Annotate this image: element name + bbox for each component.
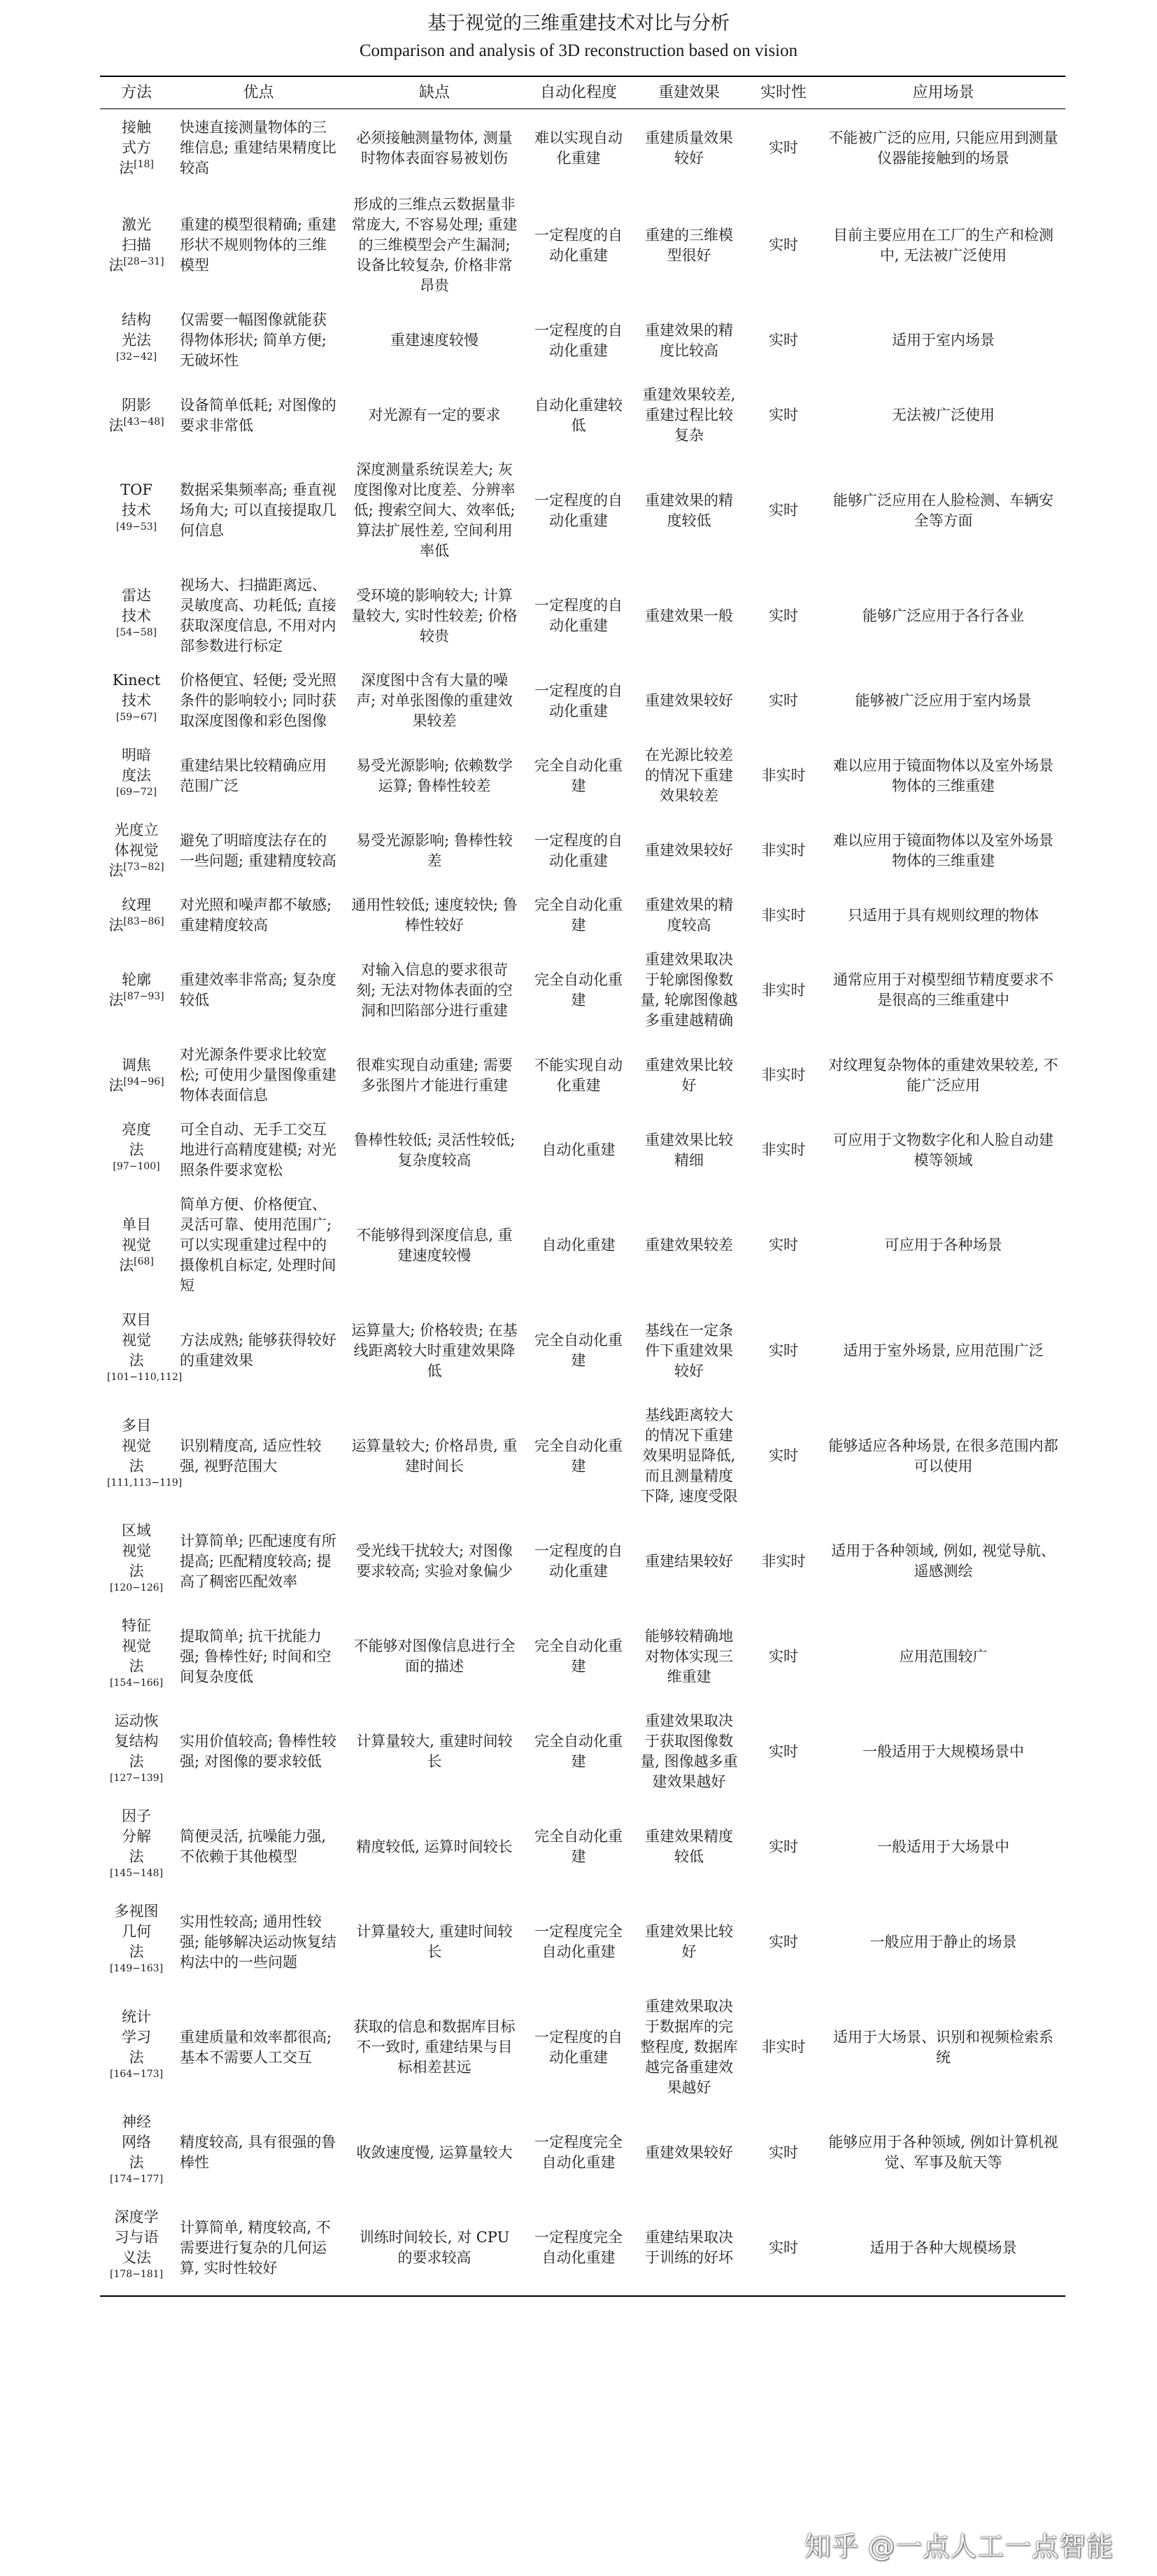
pros-cell: 价格便宜、轻便; 受光照条件的影响较小; 同时获取深度图像和彩色图像 [180,672,336,729]
realtime-cell: 实时 [746,2200,821,2296]
realtime-cell: 实时 [769,139,798,157]
method-name: 阴影 法 [108,396,151,434]
method-name: TOF 技术 [120,481,152,519]
table-title-chinese: 基于视觉的三维重建技术对比与分析 [427,13,730,34]
method-name: 调焦 法 [108,1056,151,1094]
method-cell [100,1894,173,1990]
method-cell [100,943,173,1038]
method-cell [100,1303,183,1398]
pros-cell: 设备简单低耗; 对图像的要求非常低 [180,396,336,434]
method-reference: [32−42] [115,351,157,363]
scene-cell: 可应用于各种场景 [884,1237,1002,1253]
cons-cell: 计算量较大, 重建时间较长 [356,1733,513,1770]
method-name: 深度学 习与语 义法 [114,2209,159,2266]
table-row [100,1799,1065,1894]
cons-cell: 对输入信息的要求很苛刻; 无法对物体表面的空洞和凹陷部分进行重建 [356,961,513,1019]
header-scene: 应用场景 [821,76,1065,108]
method-name: 双目 视觉 法 [122,1311,151,1369]
cons-cell: 不能够得到深度信息, 重建速度较慢 [356,1226,513,1264]
table-row [100,813,1065,888]
method-reference: [94−96] [123,1076,164,1088]
method-name: 特征 视觉 法 [122,1617,151,1675]
method-reference: [73−82] [123,861,164,873]
automation-cell: 完全自动化重建 [534,1437,623,1474]
scene-cell: 应用范围较广 [899,1647,988,1665]
automation-cell: 一定程度完全自动化重建 [525,2200,632,2296]
automation-cell: 自动化重建较低 [534,396,623,434]
realtime-cell: 实时 [769,1447,798,1464]
scene-cell: 一般应用于静止的场景 [869,1933,1017,1950]
automation-cell: 完全自动化重建 [534,971,623,1008]
effect-cell: 重建效果较差 [645,1237,733,1253]
cons-cell: 训练时间较长, 对 CPU 的要求较高 [344,2200,525,2296]
method-name: 单目 视觉 法 [119,1216,151,1274]
automation-cell: 自动化重建 [541,1141,616,1158]
effect-cell: 重建质量效果较好 [645,129,733,167]
automation-cell: 一定程度的自动化重建 [534,226,623,264]
pros-cell: 提取简单; 抗干扰能力强; 鲁棒性好; 时间和空间复杂度低 [180,1627,332,1685]
method-reference: [154−166] [109,1677,164,1689]
watermark: 知乎 @一点人工一点智能 [804,2531,1114,2562]
cons-cell: 深度图中含有大量的噪声; 对单张图像的重建效果较差 [356,672,513,729]
effect-cell: 重建效果较好 [645,842,733,859]
pros-cell: 可全自动、无手工交互地进行高精度建模; 对光照条件要求宽松 [180,1121,336,1178]
cons-cell: 对光源有一定的要求 [368,407,501,423]
pros-cell: 重建质量和效率都很高; 基本不需要人工交互 [180,2028,332,2066]
cons-cell: 必须接触测量物体, 测量时物体表面容易被划伤 [356,129,513,167]
method-name: 统计 学习 法 [122,2008,151,2066]
method-cell [100,1514,173,1609]
cons-cell: 不能够对图像信息进行全面的描述 [353,1638,516,1675]
method-name: 多视图 几何 法 [114,1903,159,1960]
automation-cell: 完全自动化重建 [534,896,623,934]
realtime-cell: 实时 [769,2144,798,2161]
effect-cell: 在光源比较差的情况下重建效果较差 [645,747,733,804]
scene-cell: 只适用于具有规则纹理的物体 [848,906,1039,924]
effect-cell: 重建效果的精度较低 [645,491,733,529]
table-row [100,738,1065,813]
realtime-cell: 非实时 [761,1141,806,1158]
realtime-cell: 实时 [769,1342,798,1359]
automation-cell: 一定程度的自动化重建 [534,491,623,529]
method-name: 因子 分解 法 [122,1808,151,1865]
method-reference: [83−86] [123,916,164,927]
cons-cell: 很难实现自动重建; 需要多张图片才能进行重建 [356,1056,513,1094]
effect-cell: 基线距离较大的情况下重建效果明显降低, 而且测量精度下降, 速度受限 [640,1407,738,1505]
method-cell [100,188,173,303]
header-cons: 缺点 [344,76,525,108]
method-name: 运动恢 复结构 法 [114,1712,159,1770]
pros-cell: 对光照和噪声都不敏感; 重建精度较高 [180,896,332,934]
scene-cell: 能够广泛应用在人脸检测、车辆安全等方面 [833,491,1053,529]
effect-cell: 能够较精确地对物体实现三维重建 [645,1627,733,1685]
table-row [100,378,1065,453]
table-row [100,1113,1065,1188]
scene-cell: 不能被广泛的应用, 只能应用到测量仪器能接触到的场景 [828,129,1058,167]
cons-cell: 易受光源影响; 鲁棒性较差 [356,831,513,869]
pros-cell: 计算简单, 精度较高, 不需要进行复杂的几何运算, 实时性较好 [173,2200,344,2296]
method-name: 光度立 体视觉 法 [108,822,159,879]
cons-cell: 运算量较大; 价格昂贵, 重建时间长 [351,1437,518,1474]
pros-cell: 重建结果比较精确应用范围广泛 [180,756,327,794]
scene-cell: 难以应用于镜面物体以及室外场景物体的三维重建 [833,831,1053,869]
automation-cell: 完全自动化重建 [534,1733,623,1770]
effect-cell: 重建结果较好 [645,1552,733,1570]
method-cell [100,378,173,453]
pros-cell: 精度较高, 具有很强的鲁棒性 [180,2134,336,2171]
method-cell [100,303,173,378]
automation-cell: 一定程度完全自动化重建 [534,1923,623,1960]
realtime-cell: 实时 [769,502,798,519]
method-cell [100,1398,183,1514]
pros-cell: 视场大、扫描距离远、灵敏度高、功耗低; 直接获取深度信息, 不用对内部参数进行标定 [180,577,336,654]
method-cell [100,888,173,943]
method-cell [100,813,173,888]
pros-cell: 重建的模型很精确; 重建形状不规则物体的三维模型 [180,216,336,274]
scene-cell: 无法被广泛使用 [892,407,995,423]
method-name: 雷达 技术 [122,586,151,624]
scene-cell: 可应用于文物数字化和人脸自动建模等领域 [833,1131,1053,1169]
method-reference: [59−67] [115,712,157,723]
effect-cell: 重建效果一般 [645,607,733,624]
method-name: 区域 视觉 法 [122,1522,151,1579]
table-row [100,1704,1065,1799]
table-row [100,303,1065,378]
table-row [100,1188,1065,1303]
scene-cell: 一般适用于大规模场景中 [863,1743,1024,1760]
cons-cell: 收敛速度慢, 运算量较大 [356,2144,513,2161]
scene-cell: 适用于各种领域, 例如, 视觉导航、遥感测绘 [831,1542,1056,1579]
method-reference: [164−173] [109,2068,164,2080]
scene-cell: 能够广泛应用于各行各业 [863,607,1024,624]
header-method: 方法 [100,76,173,108]
method-name: Kinect 技术 [112,672,161,709]
effect-cell: 重建效果比较好 [645,1923,733,1960]
pros-cell: 实用价值较高; 鲁棒性较强; 对图像的要求较低 [180,1733,336,1770]
automation-cell: 完全自动化重建 [534,1828,623,1865]
method-name: 接触 式方 法 [119,119,151,177]
scene-cell: 一般适用于大场景中 [877,1838,1009,1855]
effect-cell: 重建效果比较好 [645,1056,733,1094]
method-cell [100,568,173,663]
header-automation: 自动化程度 [525,76,632,108]
effect-cell: 重建的三维模型很好 [645,226,733,264]
header-realtime: 实时性 [746,76,821,108]
effect-cell: 重建效果较差, 重建过程比较复杂 [642,386,736,444]
pros-cell: 对光源条件要求比较宽松; 可使用少量图像重建物体表面信息 [180,1046,336,1104]
method-reference: [97−100] [113,1161,160,1172]
pros-cell: 识别精度高, 适应性较强, 视野范围大 [180,1437,322,1474]
effect-cell: 重建效果比较精细 [645,1131,733,1169]
automation-cell: 完全自动化重建 [534,1638,623,1675]
method-reference: [49−53] [115,521,157,533]
scene-cell: 通常应用于对模型细节精度要求不是很高的三维重建中 [833,971,1053,1008]
method-cell [100,663,173,738]
table-row [100,108,1065,188]
method-cell [100,108,173,188]
pros-cell: 重建效率非常高; 复杂度较低 [180,971,336,1008]
automation-cell: 难以实现自动化重建 [534,129,623,167]
realtime-cell: 实时 [769,407,798,423]
pros-cell: 计算简单; 匹配速度有所提高; 匹配精度较高; 提高了稠密匹配效率 [180,1532,336,1590]
scene-cell: 难以应用于镜面物体以及室外场景物体的三维重建 [833,756,1053,794]
method-name: 明暗 度法 [122,747,151,784]
method-reference: [28−31] [123,256,164,267]
automation-cell: 一定程度的自动化重建 [534,682,623,719]
realtime-cell: 实时 [769,692,798,709]
realtime-cell: 实时 [769,1838,798,1855]
cons-cell: 受光线干扰较大; 对图像要求较高; 实验对象偏少 [356,1542,513,1579]
realtime-cell: 非实时 [761,906,806,924]
pros-cell: 快速直接测量物体的三维信息; 重建结果精度比较高 [180,119,336,177]
table-row [100,1303,1065,1398]
method-reference: [120−126] [109,1582,164,1593]
method-reference: [127−139] [109,1773,164,1784]
effect-cell: 重建效果较好 [645,692,733,709]
table-row [100,1398,1065,1514]
cons-cell: 精度较低, 运算时间较长 [356,1838,513,1855]
method-name: 激光 扫描 法 [108,216,151,274]
comparison-table [100,76,1065,2297]
table-title-english: Comparison and analysis of 3D reconstruction based on vision [359,41,798,60]
pros-cell: 数据采集频率高; 垂直视场角大; 可以直接提取几何信息 [180,481,336,539]
scene-cell: 适用于室外场景, 应用范围广泛 [843,1342,1044,1359]
table-row [100,453,1065,568]
cons-cell: 获取的信息和数据库目标不一致时, 重建结果与目标相差甚远 [353,2018,516,2076]
realtime-cell: 非实时 [761,842,806,859]
method-cell [100,1038,173,1113]
pros-cell: 方法成熟; 能够获得较好的重建效果 [180,1332,336,1369]
method-reference: [18] [134,159,154,171]
method-cell [100,1609,173,1704]
method-cell [100,453,173,568]
scene-cell: 适用于各种大规模场景 [821,2200,1065,2296]
method-cell [100,1704,173,1799]
method-name: 结构 光法 [122,311,151,349]
automation-cell: 一定程度的自动化重建 [534,1542,623,1579]
header-pros: 优点 [173,76,344,108]
scene-cell: 能够被广泛应用于室内场景 [855,692,1032,709]
method-name: 多目 视觉 法 [122,1416,151,1474]
table-row [100,568,1065,663]
table-header [100,76,1065,108]
cons-cell: 形成的三维点云数据量非常庞大, 不容易处理; 重建的三维模型会产生漏洞; 设备比较复杂, 价格非常昂贵 [351,196,518,294]
realtime-cell: 非实时 [761,1552,806,1570]
method-cell [100,1799,173,1894]
automation-cell: 一定程度的自动化重建 [534,321,623,359]
realtime-cell: 实时 [769,332,798,349]
automation-cell: 完全自动化重建 [534,756,623,794]
pros-cell: 仅需要一幅图像就能获得物体形状; 简单方便; 无破坏性 [180,311,327,369]
cons-cell: 重建速度较慢 [390,332,478,349]
realtime-cell: 实时 [769,607,798,624]
method-reference: [101−110,112] [107,1372,183,1383]
table-body [100,108,1065,2296]
effect-cell: 重建效果精度较低 [645,1828,733,1865]
realtime-cell: 非实时 [761,2039,806,2055]
automation-cell: 一定程度的自动化重建 [534,597,623,634]
table-row [100,1514,1065,1609]
realtime-cell: 实时 [769,1647,798,1665]
table-row [100,1990,1065,2105]
table-row [100,888,1065,943]
effect-cell: 重建效果取决于获取图像数量, 图像越多重建效果越好 [640,1712,738,1790]
pros-cell: 避免了明暗度法存在的一些问题; 重建精度较高 [180,831,336,869]
automation-cell: 完全自动化重建 [534,1332,623,1369]
table-row [100,1038,1065,1113]
method-reference: [54−58] [115,626,157,638]
header-effect: 重建效果 [632,76,746,108]
effect-cell: 重建效果取决于数据库的完整程度, 数据库越完备重建效果越好 [640,1998,738,2096]
method-reference: [43−48] [123,416,164,428]
effect-cell: 重建效果的精度比较高 [645,321,733,359]
scene-cell: 适用于大场景、识别和视频检索系统 [833,2028,1053,2066]
scene-cell: 对纹理复杂物体的重建效果较差, 不能广泛应用 [828,1056,1058,1094]
effect-cell: 基线在一定条件下重建效果较好 [645,1321,733,1379]
method-name: 纹理 法 [108,896,151,934]
method-name: 亮度 法 [122,1121,151,1158]
realtime-cell: 实时 [769,1933,798,1950]
method-cell [100,738,173,813]
effect-cell: 重建效果较好 [645,2144,733,2161]
realtime-cell: 实时 [769,1743,798,1760]
header-row [100,76,1065,108]
table-row [100,2105,1065,2200]
method-cell [100,2105,173,2200]
cons-cell: 运算量大; 价格较贵; 在基线距离较大时重建效果降低 [351,1321,518,1379]
pros-cell: 实用性较高; 通用性较强; 能够解决运动恢复结构法中的一些问题 [180,1913,336,1971]
table-row [100,188,1065,303]
method-reference: [111,113−119] [107,1477,183,1488]
method-reference: [149−163] [109,1963,164,1974]
method-reference: [178−181] [109,2269,164,2280]
cons-cell: 深度测量系统误差大; 灰度图像对比度差、分辨率低; 搜索空间大、效率低; 算法扩展性差, 空间利用率低 [353,461,516,559]
automation-cell: 不能实现自动化重建 [534,1056,623,1094]
table-row [100,943,1065,1038]
pros-cell: 简便灵活, 抗噪能力强, 不依赖于其他模型 [180,1828,327,1865]
table-row [100,663,1065,738]
table-row [100,1894,1065,1990]
realtime-cell: 非实时 [761,1067,806,1083]
effect-cell: 重建效果取决于轮廓图像数量, 轮廓图像越多重建越精确 [640,951,738,1029]
method-name: 神经 网络 法 [122,2113,151,2171]
cons-cell: 受环境的影响较大; 计算量较大, 实时性较差; 价格较贵 [351,586,518,645]
method-reference: [68] [134,1256,154,1267]
pros-cell: 简单方便、价格便宜、灵活可靠、使用范围广; 可以实现重建过程中的摄像机自标定, 处理时间短 [180,1196,336,1294]
scene-cell: 能够应用于各种领域, 例如计算机视觉、军事及航天等 [828,2134,1058,2171]
table-row [100,2200,1065,2296]
cons-cell: 通用性较低; 速度较快; 鲁棒性较好 [351,896,518,934]
realtime-cell: 实时 [769,237,798,253]
method-reference: [69−72] [115,787,157,798]
method-name: 轮廓 法 [108,971,151,1008]
method-reference: [145−148] [109,1868,164,1879]
scene-cell: 能够适应各种场景, 在很多范围内都可以使用 [828,1437,1058,1474]
title-block [0,10,1157,64]
method-cell [100,1188,173,1303]
scene-cell: 目前主要应用在工厂的生产和检测中, 无法被广泛使用 [833,226,1053,264]
automation-cell: 自动化重建 [541,1237,616,1253]
cons-cell: 易受光源影响; 依赖数学运算; 鲁棒性较差 [356,756,513,794]
method-cell [100,1990,173,2105]
automation-cell: 一定程度的自动化重建 [534,2028,623,2066]
method-reference: [174−177] [109,2174,164,2185]
realtime-cell: 非实时 [761,981,806,999]
scene-cell: 适用于室内场景 [892,332,995,349]
method-cell [100,2200,173,2296]
method-cell [100,1113,173,1188]
effect-cell: 重建结果取决于训练的好坏 [632,2200,746,2296]
realtime-cell: 非实时 [761,767,806,784]
cons-cell: 计算量较大, 重建时间较长 [356,1923,513,1960]
effect-cell: 重建效果的精度较高 [645,896,733,934]
cons-cell: 鲁棒性较低; 灵活性较低; 复杂度较高 [353,1131,516,1169]
automation-cell: 一定程度完全自动化重建 [534,2134,623,2171]
method-reference: [87−93] [123,991,164,1002]
realtime-cell: 实时 [769,1237,798,1253]
automation-cell: 一定程度的自动化重建 [534,831,623,869]
table-row [100,1609,1065,1704]
